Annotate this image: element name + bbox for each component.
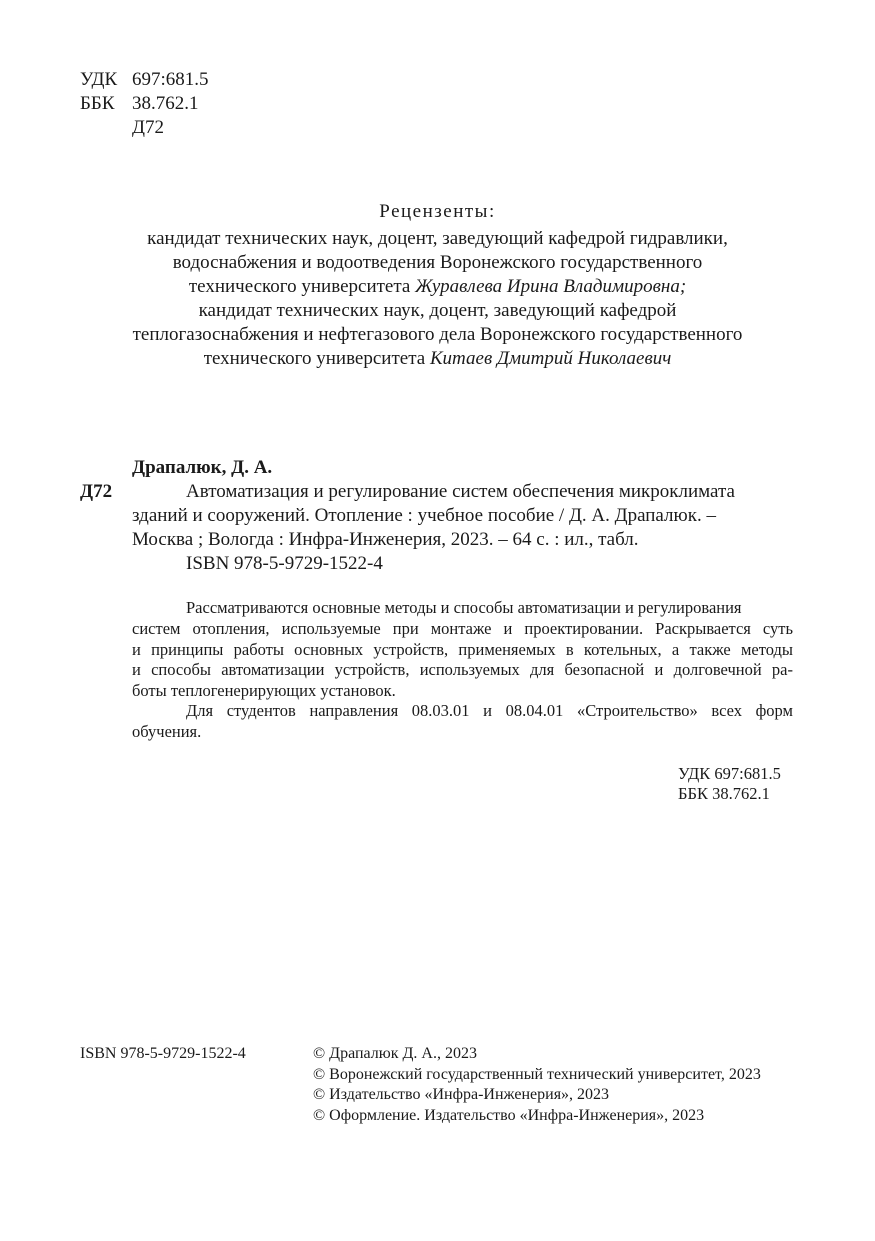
card-author: Драпалюк, Д. А. (132, 457, 273, 478)
reviewer-1-name: Журавлева Ирина Владимировна; (415, 276, 687, 297)
copyright-line: © Драпалюк Д. А., 2023 (313, 1045, 477, 1062)
annotation-p1-line-5: боты теплогенерирующих установок. (132, 681, 396, 700)
udk-value: 697:681.5 (132, 69, 209, 90)
reviewer-2-affiliation: технического университета (203, 348, 430, 369)
annotation-p2-line-1: Для студентов направления 08.03.01 и 08.04.01 «Строительство» всех форм (186, 701, 793, 720)
reviewer-2-name: Китаев Дмитрий Николаевич (429, 348, 672, 369)
annotation-p1-line-4: и способы автоматизации устройств, используемых для безопасной и долговечной ра- (132, 660, 793, 679)
copyright-line: © Оформление. Издательство «Инфра-Инженерия», 2023 (313, 1107, 705, 1124)
udk-label: УДК (80, 69, 118, 90)
reviewer-1-affiliation: технического университета (188, 276, 416, 297)
reviewer-2-line-1: кандидат технических наук, доцент, заведующий кафедрой (198, 300, 677, 321)
udk-row (80, 68, 209, 92)
bbk-label: ББК (80, 93, 115, 114)
bbk-value: 38.762.1 (132, 93, 199, 114)
card-title-line-2: зданий и сооружений. Отопление : учебное пособие / Д. А. Драпалюк. – (132, 505, 716, 526)
bottom-bbk: ББК 38.762.1 (678, 784, 770, 803)
reviewer-1-line-2: водоснабжения и водоотведения Воронежского государственного (172, 252, 703, 273)
copyright-line: © Воронежский государственный технический университет, 2023 (313, 1066, 761, 1083)
author-mark-text: Д72 (132, 117, 164, 138)
annotation-p2-line-2: обучения. (132, 722, 202, 741)
card-title-line-3: Москва ; Вологда : Инфра-Инженерия, 2023. – 64 с. : ил., табл. (132, 529, 639, 550)
bbk-row (80, 92, 199, 116)
reviewer-1-line-1: кандидат технических наук, доцент, заведующий кафедрой гидравлики, (147, 228, 728, 249)
copyright-line: © Издательство «Инфра-Инженерия», 2023 (313, 1086, 610, 1103)
reviewer-2-line-3 (0, 348, 875, 370)
card-title-line-1: Автоматизация и регулирование систем обеспечения микроклимата (186, 481, 735, 502)
reviewers-heading: Рецензенты: (379, 201, 496, 222)
reviewer-1-line-3 (0, 276, 875, 298)
bottom-udk: УДК 697:681.5 (678, 764, 781, 783)
author-mark (132, 116, 164, 140)
card-isbn: ISBN 978-5-9729-1522-4 (186, 553, 383, 574)
footer-isbn: ISBN 978-5-9729-1522-4 (80, 1045, 246, 1062)
reviewer-2-line-2: теплогазоснабжения и нефтегазового дела Воронежского государственного (132, 324, 743, 345)
annotation-p1-line-3: и принципы работы основных устройств, применяемых в котельных, а также методы (132, 640, 793, 659)
annotation-p1-line-1: Рассматриваются основные методы и способы автоматизации и регулирования (186, 598, 742, 617)
annotation-p1-line-2: систем отопления, используемые при монтаже и проектировании. Раскрывается суть (132, 619, 793, 638)
card-code: Д72 (80, 481, 113, 502)
